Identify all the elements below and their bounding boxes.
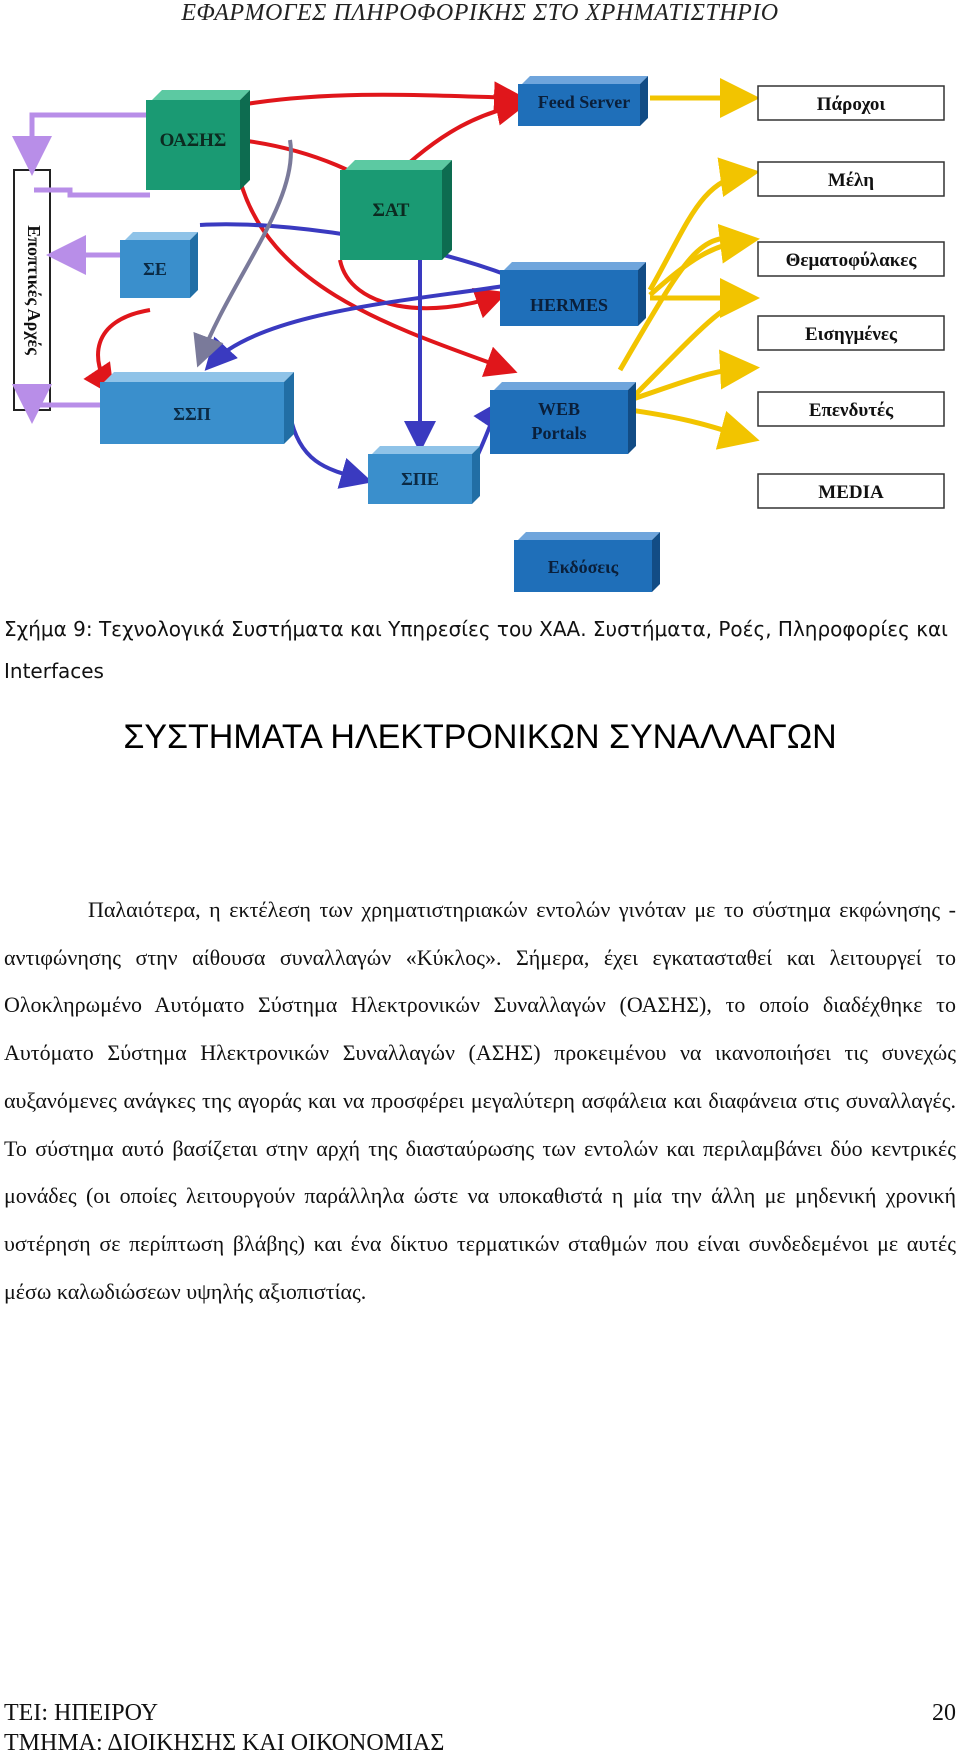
system-box-oasis	[146, 90, 250, 190]
recipient-box-listed	[758, 316, 944, 350]
body-paragraph: Παλαιότερα, η εκτέλεση των χρηματιστηριακών εντολών γινόταν με το σύστημα εκφώνησης - αντιφώνησης στην αίθουσα συναλλαγών «Κύκλος». Σήμερα, έχει εγκατασταθεί και λειτουργεί το Ολοκληρωμένο Αυτόματο Σύστημα Ηλεκτρονικών Συναλλαγών (ΟΑΣΗΣ), το οποίο διαδέχθηκε το Αυτόματο Σύστημα Ηλεκτρονικών Συναλλαγών (ΑΣΗΣ) προκειμένου να ικανοποιήσει τις συνεχώς αυξανόμενες ανάγκες της αγοράς και να προσφέρει μεγαλύτερη ασφάλεια και διαφάνεια στις συναλλαγές. Το σύστημα αυτό βασίζεται στην αρχή της διασταύρωσης των εντολών και περιλαμβάνει δύο κεντρικές μονάδες (οι οποίες λειτουργούν παράλληλα ώστε να υποκαθιστά η μία την άλλη με μηδενική χρονική υστέρηση σε περίπτωση βλάβης) και ένα δίκτυο τερματικών σταθμών που είναι συνδεδεμένοι με αυτές μέσω καλωδιώσεων υψηλής αξιοπιστίας.	[4, 897, 956, 1304]
service-label-hermes: HERMES	[529, 295, 609, 315]
supervisory-authorities-label: Εποπτικές Αρχές	[23, 225, 44, 355]
service-box-feed-server	[518, 76, 648, 126]
recipient-box-media	[758, 474, 944, 508]
page-footer	[4, 1698, 444, 1758]
recipient-box-providers	[758, 86, 944, 120]
supervisory-authorities-box	[14, 170, 50, 410]
system-box-ssp	[100, 372, 294, 444]
systems-diagram	[0, 70, 960, 600]
recipient-label-listed: Εισηγμένες	[804, 324, 898, 345]
service-box-publications	[514, 532, 660, 592]
service-box-web-portals	[490, 382, 636, 454]
service-label-feed-server: Feed Server	[537, 92, 631, 112]
system-box-sat	[340, 160, 452, 260]
system-label-oasis: ΟΑΣΗΣ	[159, 130, 227, 151]
system-label-ssp: ΣΣΠ	[173, 404, 211, 424]
service-label-publications: Εκδόσεις	[547, 557, 619, 577]
recipient-label-providers: Πάροχοι	[816, 94, 886, 115]
page-number: 20	[932, 1700, 956, 1726]
recipient-box-members	[758, 162, 944, 196]
recipient-box-investors	[758, 392, 944, 426]
recipient-box-custodians	[758, 242, 944, 276]
recipient-label-members: Μέλη	[827, 170, 875, 191]
recipient-label-investors: Επενδυτές	[808, 400, 894, 421]
system-label-sat: ΣΑΤ	[372, 200, 410, 221]
system-label-spe: ΣΠΕ	[401, 469, 439, 489]
footer-department: ΤΜΗΜΑ: ΔΙΟΙΚΗΣΗΣ ΚΑΙ ΟΙΚΟΝΟΜΙΑΣ	[4, 1730, 445, 1756]
figure-caption: Σχήμα 9: Τεχνολογικά Συστήματα και Υπηρεσίες του ΧΑΑ. Συστήματα, Ροές, Πληροφορίες και Interfaces	[4, 617, 948, 683]
running-header: ΕΦΑΡΜΟΓΕΣ ΠΛΗΡΟΦΟΡΙΚΗΣ ΣΤΟ ΧΡΗΜΑΤΙΣΤΗΡΙΟ	[181, 0, 779, 26]
section-title: ΣΥΣΤΗΜΑΤΑ ΗΛΕΚΤΡΟΝΙΚΩΝ ΣΥΝΑΛΛΑΓΩΝ	[123, 718, 837, 756]
service-label-web: WEB	[537, 399, 581, 419]
system-label-se: ΣΕ	[143, 259, 167, 279]
service-label-portals: Portals	[531, 423, 587, 443]
system-box-se	[120, 232, 198, 298]
recipient-label-custodians: Θεματοφύλακες	[785, 250, 917, 271]
recipient-label-media: MEDIA	[818, 482, 884, 503]
service-box-hermes	[500, 262, 646, 326]
system-box-spe	[368, 446, 480, 504]
footer-institution: ΤΕΙ: ΗΠΕΙΡΟΥ	[4, 1700, 159, 1726]
